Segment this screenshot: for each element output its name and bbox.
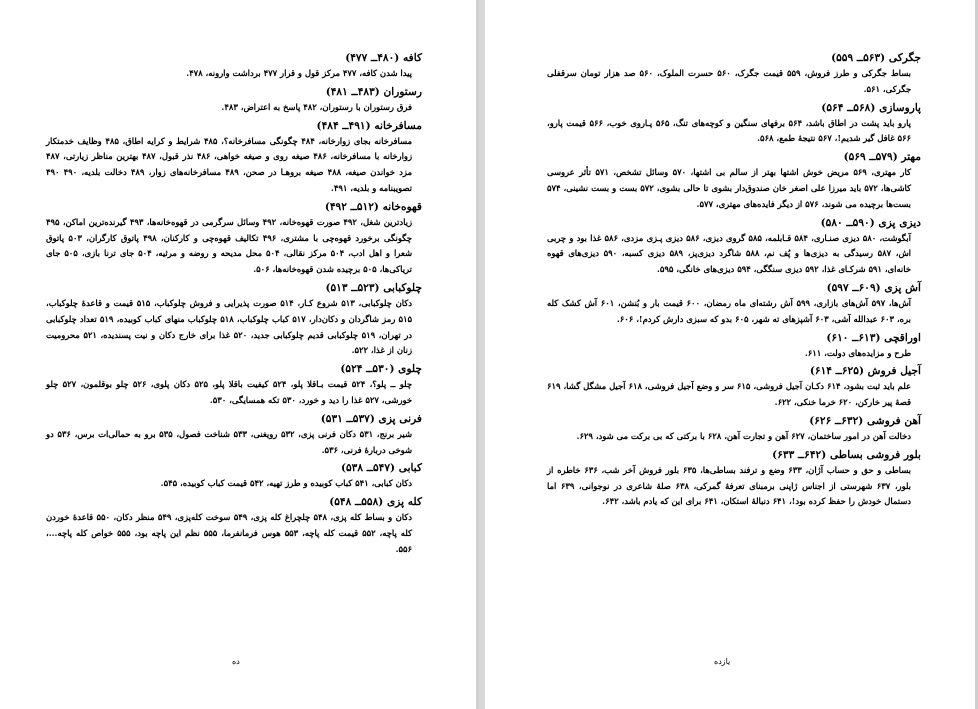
right-page-content [547, 48, 921, 512]
section-text: دخالت آهن در امور ساختمان، ۶۲۷ آهن و تجارت آهن، ۶۲۸ با برکتی که بی برکت می شود، ۶۲۹. [576, 430, 911, 441]
section-heading: مهتر (۵۷۹ــ ۵۶۹) [843, 151, 921, 164]
section-heading: کبابی (۵۴۷ــ ۵۳۸) [340, 462, 422, 475]
section-heading: اوراقچی (۶۱۳ــ ۶۱۰) [826, 331, 921, 344]
section-heading: رستوران (۴۸۳ــ ۴۸۱) [325, 85, 422, 98]
section [46, 460, 422, 492]
section-text: پیدا شدن کافه، ۴۷۷ مرکز قول و قرار ۴۷۷ برداشت وارونه، ۴۷۸. [186, 68, 412, 78]
section-text: کار مهتری، ۵۶۹ مریض خوش اشتها بهتر از سالم بی اشتها، ۵۷۰ وسائل تشخص، ۵۷۱ تأثر عروسی کاشی‌ها، ۵۷۲ باید میرزا علی اصغر خان صندوق‌دار بشوی تا حالی بشوی، ۵۷۲ بست و بست نشینی، ۵۷۴ بست‌ها برچیده می شوند، ۵۷۶ از دیگر فایده‌های مهتری، ۵۷۷. [547, 167, 912, 209]
section-heading: جگرکی (۵۶۳ــ ۵۵۹) [831, 52, 921, 64]
section [46, 118, 422, 197]
section-heading: قهوه‌خانه (۵۱۲ــ ۴۹۲) [324, 200, 422, 213]
section [547, 330, 921, 362]
section [547, 50, 921, 98]
section [46, 494, 422, 557]
left-page [0, 0, 479, 709]
section-heading: کافه (۴۸۰ــ ۴۷۷) [345, 52, 422, 64]
left-page-content [46, 48, 422, 560]
section-text: طرح و مزایده‌های دولت، ۶۱۱. [804, 347, 911, 358]
section [547, 280, 921, 328]
section [547, 413, 921, 445]
section-heading: چلوکبابی (۵۲۳ــ ۵۱۳) [325, 281, 422, 294]
section-text: دکان و بساط کله پزی، ۵۴۸ چلچراغ کله پزی، ۵۴۹ سوخت کله‌پزی، ۵۴۹ منظر دکان، ۵۵۰ قاعدۀ خوردن کله پاچه، ۵۵۲ قیمت کله پاچه، ۵۵۳ هوس فرمانفرما، ۵۵۵ نظم این پاچه بود، ۵۵۵ خواص کله پاچه...، ۵۵۶. [46, 512, 412, 554]
section-heading: چلوی (۵۳۰ــ ۵۲۴) [340, 363, 422, 376]
page-number: ده [232, 657, 240, 666]
section-text: دکان چلوکبابی، ۵۱۳ شروع کـار، ۵۱۴ صورت پذیرایی و فروش چلوکباب، ۵۱۵ قیمت و قاعدۀ چلوکباب، ۵۱۵ رمز شاگردان و دکان‌دار، ۵۱۷ کباب چلوکباب، ۵۱۸ چلوکباب منهای کباب کوبیده، ۵۱۹ تعداد چلوکبابی در تهران، ۵۱۹ چلوکبابی قدیم چلوکبابی جدید، ۵۲۰ غذا برای خارج دکان و نیت پسندیده، ۵۲۱ محرومیت زنان از غذا، ۵۲۲. [46, 297, 413, 356]
section [46, 84, 422, 116]
section-text: مسافرخانه بجای زوارخانه، ۴۸۴ چگونگی مسافرخانه؟، ۴۸۵ شرایط و کرایه اطاق، ۴۸۵ وظایف خدمتکار زوارخانه با مسافرخانه، ۴۸۶ صیغه روی و صیغه خواهی، ۴۸۶ نذر قبول، ۴۸۷ بهترین مناظر زیارتی، ۴۸۷ مزد خواندن صیغه، ۴۸۸ صیغه بروهـا در صحن، ۴۸۹ مسافرخانه‌های زوار، ۴۸۹ دخالت بلدیه، ۴۹۰ ۴۹۰ تصویبنامه و بلدیه، ۴۹۱. [46, 135, 413, 193]
section-text: بساط جگرکی و طرز فروش، ۵۵۹ قیمت جگرک، ۵۶۰ حسرت الملوک، ۵۶۰ صد هزار تومان سرقفلی جگرکی، ۵۶۱. [547, 68, 912, 94]
section-text: علم باید ثبت بشود، ۶۱۴ دکـان آجیل فروشی، ۶۱۵ سر و وضع آجیل فروشی، ۶۱۸ آجیل مشگل گشا، ۶۱۹ قصۀ پیر خارکن، ۶۲۰ خرما خنکی، ۶۲۲. [547, 381, 911, 408]
section-text: بساطی و حق و حساب آژان، ۶۳۳ وضع و ترفند بساطی‌ها، ۶۳۵ بلور فروش آخر شب، ۶۳۶ خاطره از بلور، ۶۳۷ شهرستی از اجناس ژاپنی برمبنای تعرفۀ گمرکی، ۶۳۸ صلۀ شاعری در نوجوانی، ۶۳۹ اما دستمال خودش را حفظ کرده بود!، ۶۴۱ دنبالۀ استکان، ۶۴۱ برای این که یادم باشد، ۶۴۲. [547, 464, 912, 507]
section-text: شیر برنج، ۵۳۱ دکان فرنی پزی، ۵۳۲ رویغنی، ۵۳۳ شناخت فصول، ۵۳۵ برو به حمالی‌ات برس، ۵۳۶ دو شوخی دربارۀ فرنی، ۵۳۶. [46, 428, 412, 455]
section [46, 361, 422, 409]
page-number: یازده [714, 657, 731, 666]
section-heading: آش پزی (۶۰۹ــ ۵۹۷) [826, 281, 921, 294]
section-text: چلو ــ پلو؟، ۵۲۴ قیمت بـاقلا پلو، ۵۲۴ کیفیت باقلا پلو، ۵۲۵ دکان پلوی، ۵۲۶ چلو بوقلمون، ۵۲۷ چلو خورشی، ۵۲۷ غذا را دید و خورد، ۵۳۰ تکه همسایگی، ۵۳۰. [46, 379, 412, 405]
section-text: زیادترین شغل، ۴۹۲ صورت قهوه‌خانه، ۴۹۲ وسائل سرگرمی در قهوه‌خانه‌ها، ۴۹۳ گیرنده‌ترین اماکن، ۴۹۵ چگونگی برخورد قهوه‌چی با مشتری، ۴۹۶ تکالیف قهوه‌چی و کارکنان، ۴۹۸ پاتوق کارگران، ۵۰۳ پاتوق شعرا و اهل ادب، ۵۰۴ مرکز نقالی، ۵۰۴ محل مدیحه و روضه و مرثیه، ۵۰۴ جای ترنا بازی، ۵۰۵ جای تریاکی‌ها، ۵۰۵ برچیده شدن قهوه‌خانه‌ها، ۵۰۶. [46, 216, 413, 275]
section-heading: پاروسازی (۵۶۸ــ ۵۶۴) [821, 101, 921, 114]
section [547, 215, 921, 278]
section-heading: مسافرخانه (۴۹۱ــ ۴۸۴) [316, 119, 422, 132]
section [46, 50, 422, 82]
section [46, 199, 422, 278]
section-text: آش‌ها، ۵۹۷ آش‌های بازاری، ۵۹۹ آش رشته‌ای ماه رمضان، ۶۰۰ قیمت بار و بُنشن، ۶۰۱ آش کشک کله بره، ۶۰۳ عبدالله آشی، ۶۰۳ آشپزهای ته شهر، ۶۰۵ بدو که سبزی دارش کردم!، ۶۰۶. [547, 297, 911, 324]
section-heading: کله پزی (۵۵۸ــ ۵۴۸) [329, 496, 422, 509]
section-heading: بلور فروشی بساطی (۶۴۲ــ ۶۳۳) [772, 448, 921, 461]
section-heading: آهن فروشی (۶۳۲ــ ۶۲۶) [809, 414, 921, 427]
section-text: فرق رستوران با رستوران، ۴۸۲ پاسخ به اعتراض، ۴۸۳. [221, 101, 412, 112]
section-text: پارو باید پشت در اطاق باشد، ۵۶۴ برفهای سنگین و کوچه‌های تنگ، ۵۶۵ پـاروی خوب، ۵۶۶ قیمت پارو، ۵۶۶ غافل گیر شدیم!، ۵۶۷ نتیجۀ طمع، ۵۶۸. [547, 117, 911, 144]
section [46, 280, 422, 359]
section [547, 447, 921, 510]
section-text: آبگوشت، ۵۸۰ دیزی صنـاری، ۵۸۴ قـابلمه، ۵۸۵ گروی دیزی، ۵۸۶ دیزی پـزی مزدی، ۵۸۶ غذا بود و چربی اش، ۵۸۷ رسیدگی به دیزی‌ها و پُف نم، ۵۸۸ شاگرد دیزی‌پز، ۵۸۹ دیزی کسبه، ۵۹۰ دیزی‌های قهوه خانه‌ای، ۵۹۱ شرکـای غذا، ۵۹۲ دیزی سنگگی، ۵۹۴ دیزی‌های خانگی، ۵۹۵. [547, 232, 912, 275]
section [46, 411, 422, 459]
section [547, 149, 921, 212]
section-text: دکان کبابی، ۵۴۱ کباب کوبیده و طرز تهیه، ۵۴۲ قیمت کباب کوبیده، ۵۴۵. [160, 478, 412, 489]
section-heading: آجیل فروش (۶۲۵ــ ۶۱۴) [809, 365, 921, 378]
section [547, 363, 921, 411]
section-heading: دیزی پزی (۵۹۰ــ ۵۸۰) [820, 216, 921, 229]
section-heading: فرنی پزی (۵۳۷ــ ۵۳۱) [320, 412, 422, 425]
right-page [485, 0, 978, 709]
section [547, 100, 921, 148]
